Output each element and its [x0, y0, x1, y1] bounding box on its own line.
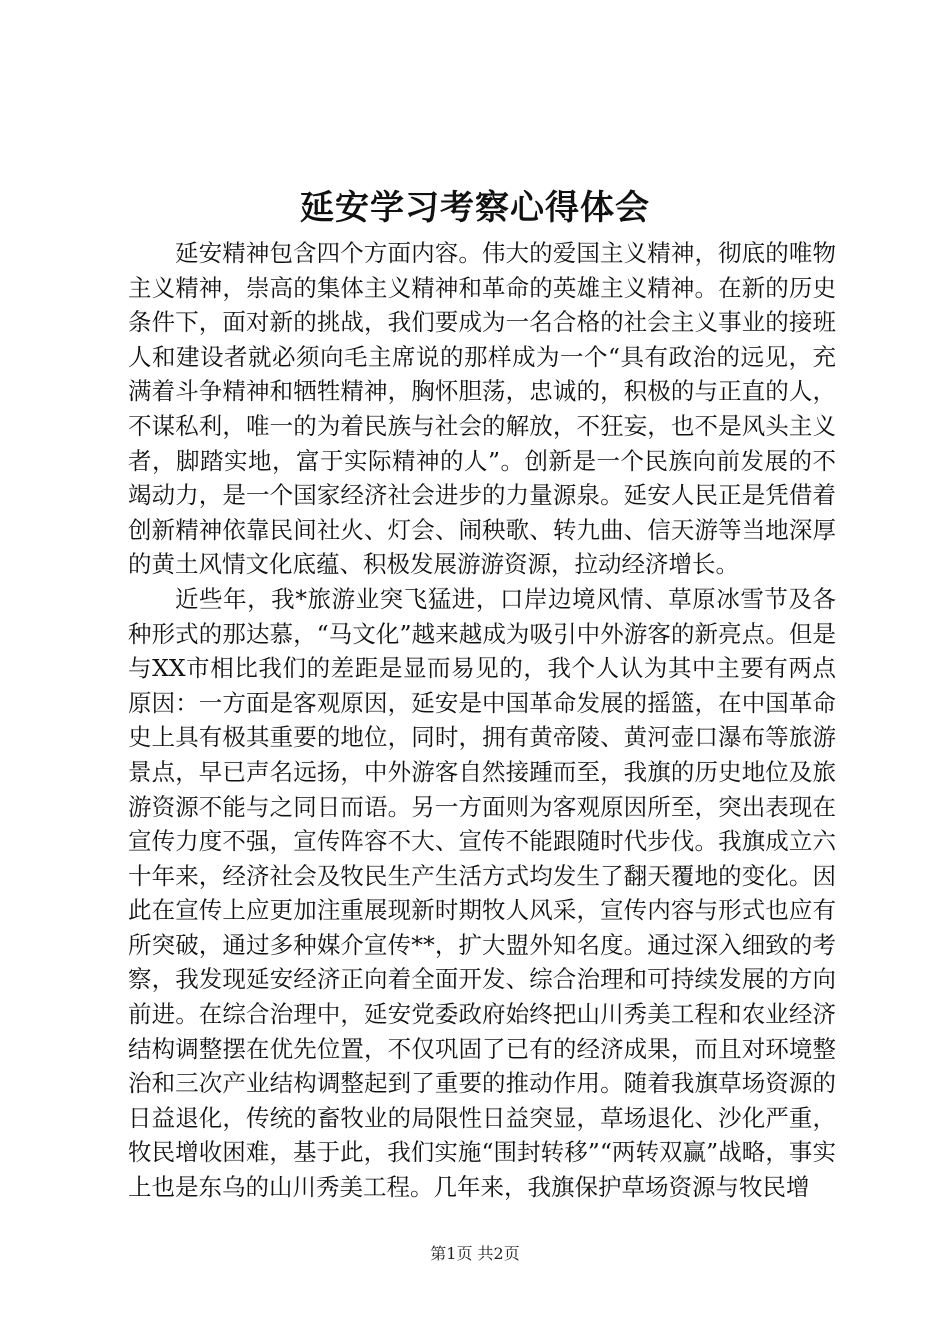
page-footer: 第1页 共2页	[430, 1244, 520, 1263]
document-body	[128, 236, 836, 1205]
paragraph-2: 近些年，我*旅游业突飞猛进，口岸边境风情、草原冰雪节及各种形式的那达慕，“马文化”越来越成为吸引中外游客的新亮点。但是与XX市相比我们的差距是显而易见的，我个人认为其中主要有两点原因：一方面是客观原因，延安是中国革命发展的摇篮，在中国革命史上具有极其重要的地位，同时，拥有黄帝陵、黄河壶口瀑布等旅游景点，早已声名远扬，中外游客自然接踵而至，我旗的历史地位及旅游资源不能与之同日而语。另一方面则为客观原因所至，突出表现在宣传力度不强，宣传阵容不大、宣传不能跟随时代步伐。我旗成立六十年来，经济社会及牧民生产生活方式均发生了翻天覆地的变化。因此在宣传上应更加注重展现新时期牧人风采，宣传内容与形式也应有所突破，通过多种媒介宣传**，扩大盟外知名度。通过深入细致的考察，我发现延安经济正向着全面开发、综合治理和可持续发展的方向前进。在综合治理中，延安党委政府始终把山川秀美工程和农业经济结构调整摆在优先位置，不仅巩固了已有的经济成果，而且对环境整治和三次产业结构调整起到了重要的推动作用。随着我旗草场资源的日益退化，传统的畜牧业的局限性日益突显，草场退化、沙化严重，牧民增收困难，基于此，我们实施“围封转移”“两转双赢”战略，事实上也是东乌的山川秀美工程。几年来，我旗保护草场资源与牧民增	[128, 584, 836, 1202]
paragraph-1: 延安精神包含四个方面内容。伟大的爱国主义精神，彻底的唯物主义精神，崇高的集体主义精神和革命的英雄主义精神。在新的历史条件下，面对新的挑战，我们要成为一名合格的社会主义事业的接班人和建设者就必须向毛主席说的那样成为一个“具有政治的远见，充满着斗争精神和牺牲精神，胸怀胆荡，忠诚的，积极的与正直的人，不谋私利，唯一的为着民族与社会的解放，不狂妄，也不是风头主义者，脚踏实地，富于实际精神的人”。创新是一个民族向前发展的不竭动力，是一个国家经济社会进步的力量源泉。延安人民正是凭借着创新精神依靠民间社火、灯会、闹秧歌、转九曲、信天游等当地深厚的黄土风情文化底蕴、积极发展游游资源，拉动经济增长。	[128, 239, 836, 579]
document-title: 延安学习考察心得体会	[300, 188, 650, 228]
